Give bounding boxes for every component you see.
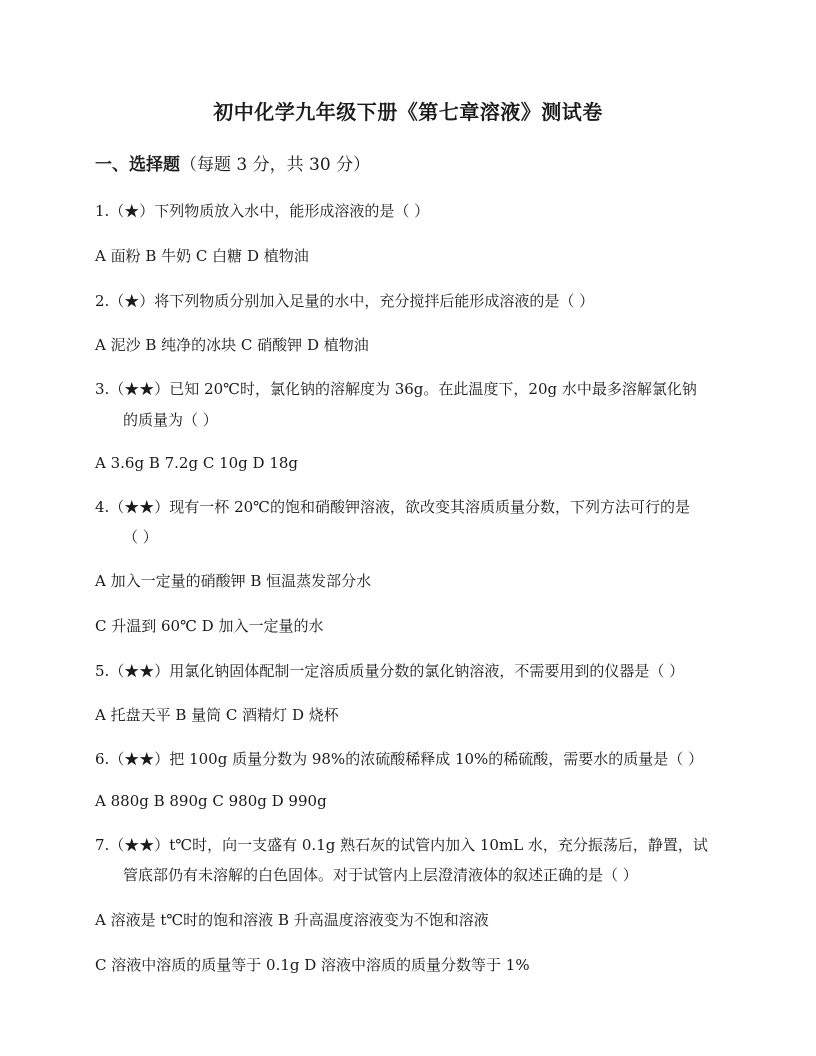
question-4-stem-line2: （ ） [123,528,158,546]
question-1-options: A 面粉 B 牛奶 C 白糖 D 植物油 [95,247,309,265]
section-label: 一、选择题 [95,155,180,175]
question-1-stem: 1.（★）下列物质放入水中，能形成溶液的是（ ） [95,202,430,220]
section-note: （每题 3 分，共 30 分） [180,155,371,175]
question-7-options-line1: A 溶液是 t℃时的饱和溶液 B 升高温度溶液变为不饱和溶液 [95,911,489,929]
question-7-stem-line1: 7.（★★）t℃时，向一支盛有 0.1g 熟石灰的试管内加入 10mL 水，充分振荡后，静置，试 [95,836,708,854]
question-7-stem-line2: 管底部仍有未溶解的白色固体。对于试管内上层澄清液体的叙述正确的是（ ） [123,866,638,884]
question-4-stem-line1: 4.（★★）现有一杯 20℃的饱和硝酸钾溶液，欲改变其溶质质量分数，下列方法可行的是 [95,498,690,516]
page-title: 初中化学九年级下册《第七章溶液》测试卷 [213,100,603,124]
question-6-options: A 880g B 890g C 980g D 990g [95,792,327,810]
question-6-stem: 6.（★★）把 100g 质量分数为 98%的浓硫酸稀释成 10%的稀硫酸，需要水的质量是（ ） [95,750,704,768]
question-5-options: A 托盘天平 B 量筒 C 酒精灯 D 烧杯 [95,706,339,724]
question-2-stem: 2.（★）将下列物质分别加入足量的水中，充分搅拌后能形成溶液的是（ ） [95,292,595,310]
question-3-stem-line2: 的质量为（ ） [123,411,218,429]
question-4-options-line1: A 加入一定量的硝酸钾 B 恒温蒸发部分水 [95,572,372,590]
question-4-options-line2: C 升温到 60℃ D 加入一定量的水 [95,617,324,635]
question-7-options-line2: C 溶液中溶质的质量等于 0.1g D 溶液中溶质的质量分数等于 1% [95,956,530,974]
question-2-options: A 泥沙 B 纯净的冰块 C 硝酸钾 D 植物油 [95,336,369,354]
question-5-stem: 5.（★★）用氯化钠固体配制一定溶质质量分数的氯化钠溶液，不需要用到的仪器是（ ） [95,662,685,680]
question-3-stem-line1: 3.（★★）已知 20℃时，氯化钠的溶解度为 36g。在此温度下，20g 水中最多溶解氯化钠 [95,380,697,398]
section-heading [95,150,370,175]
question-3-options: A 3.6g B 7.2g C 10g D 18g [95,454,299,472]
